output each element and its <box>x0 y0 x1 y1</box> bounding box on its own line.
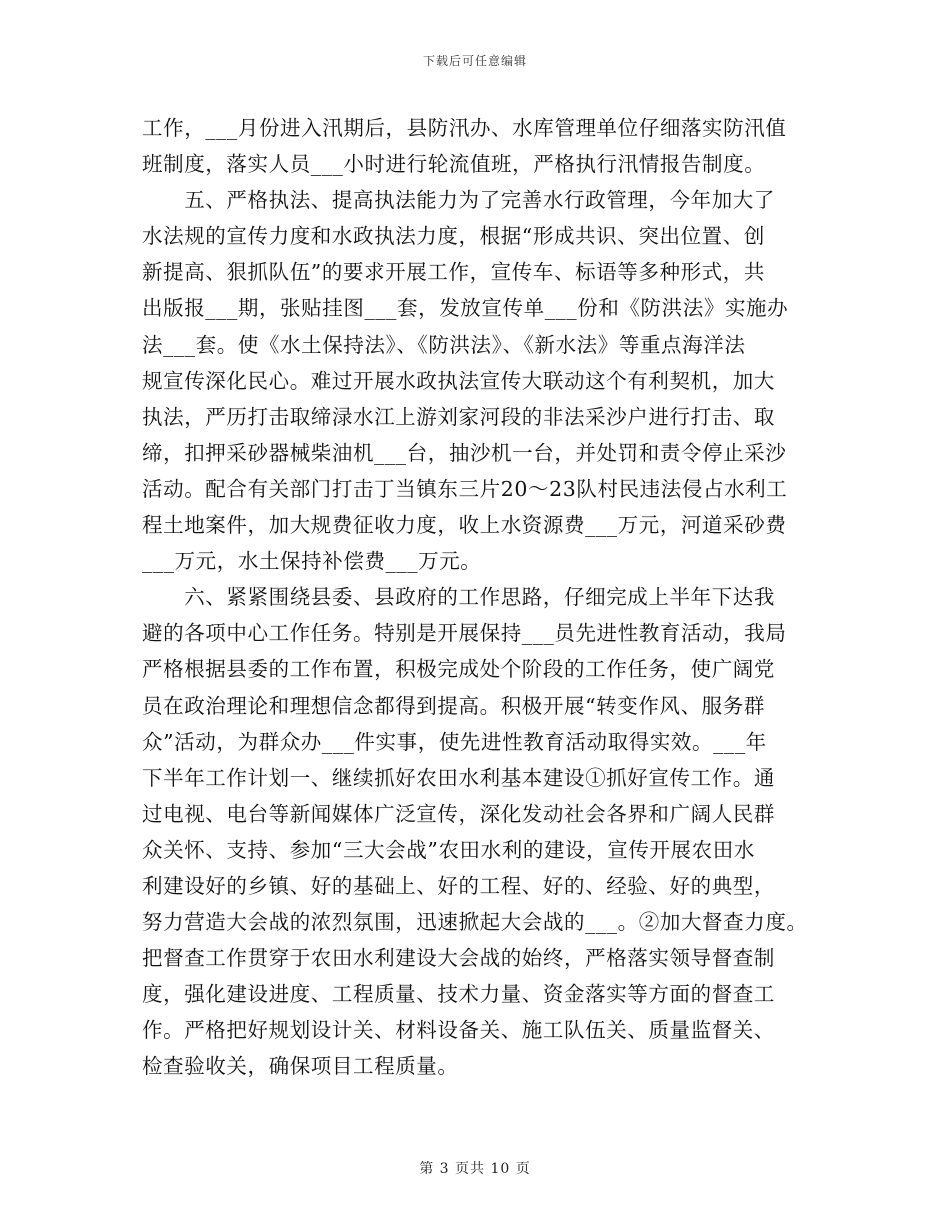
text-line: 严格根据县委的工作布置，积极完成处个阶段的工作任务，使广阔党 <box>142 657 775 682</box>
text-line: 众关怀、支持、参加“三大会战”农田水利的建设，宣传开展农田水 <box>142 837 755 862</box>
document-body <box>142 110 810 1085</box>
text-line: 把督查工作贯穿于农田水利建设大会战的始终，严格落实领导督查制 <box>142 946 775 971</box>
text-line: 出版报___期，张贴挂图___套，发放宣传单___份和《防洪法》实施办 <box>142 296 789 321</box>
text-line: 利建设好的乡镇、好的基础上、好的工程、好的、经验、好的典型， <box>142 873 775 898</box>
text-line: 活动。配合有关部门打击丁当镇东三片20～23队村民违法侵占水利工 <box>142 476 788 501</box>
text-line: 避的各项中心工作任务。特别是开展保持___员先进性教育活动，我局 <box>142 621 787 646</box>
text-line: ___万元，水土保持补偿费___万元。 <box>142 549 482 574</box>
page-header: 下载后可任意编辑 <box>422 54 527 68</box>
text-line: 程土地案件，加大规费征收力度，收上水资源费___万元，河道采砂费 <box>142 513 787 538</box>
text-line: 法___套。使《水土保持法》、《防洪法》、《新水法》等重点海洋法 <box>142 332 746 357</box>
text-line: 度，强化建设进度、工程质量、技术力量、资金落实等方面的督查工 <box>142 982 775 1007</box>
paragraph-five-start: 五、严格执法、提高执法能力为了完善水行政管理，今年加大了 <box>142 188 775 213</box>
text-line: 新提高、狠抓队伍”的要求开展工作，宣传车、标语等多种形式，共 <box>142 260 765 285</box>
paragraph-six-start: 六、紧紧围绕县委、县政府的工作思路，仔细完成上半年下达我 <box>142 585 775 610</box>
text-line: 下半年工作计划一、继续抓好农田水利基本建设①抓好宣传工作。通 <box>142 765 775 790</box>
page-number: 第 3 页共 10 页 <box>419 1161 531 1177</box>
text-line: 过电视、电台等新闻媒体广泛宣传，深化发动社会各界和广阔人民群 <box>142 801 775 826</box>
text-line: 工作，___月份进入汛期后，县防汛办、水库管理单位仔细落实防汛值 <box>142 116 787 140</box>
text-line: 众”活动，为群众办___件实事，使先进性教育活动取得实效。___年 <box>142 729 767 754</box>
text-line: 规宣传深化民心。难过开展水政执法宣传大联动这个有利契机，加大 <box>142 368 775 393</box>
text-line: 缔，扣押采砂器械柴油机___台，抽沙机一台，并处罚和责令停止采沙 <box>142 440 787 465</box>
text-line: 努力营造大会战的浓烈氛围，迅速掀起大会战的___。②加大督查力度。 <box>142 910 808 935</box>
text-line: 班制度，落实人员___小时进行轮流值班，严格执行汛情报告制度。 <box>142 152 766 177</box>
text-line: 检查验收关，确保项目工程质量。 <box>142 1054 459 1079</box>
text-line: 作。严格把好规划设计关、材料设备关、施工队伍关、质量监督关、 <box>142 1018 775 1043</box>
text-line: 员在政治理论和理想信念都得到提高。积极开展“转变作风、服务群 <box>142 693 765 718</box>
text-line: 水法规的宣传力度和水政执法力度，根据“形成共识、突出位置、创 <box>142 224 765 249</box>
text-line: 执法，严历打击取缔渌水江上游刘家河段的非法采沙户进行打击、取 <box>142 404 775 429</box>
